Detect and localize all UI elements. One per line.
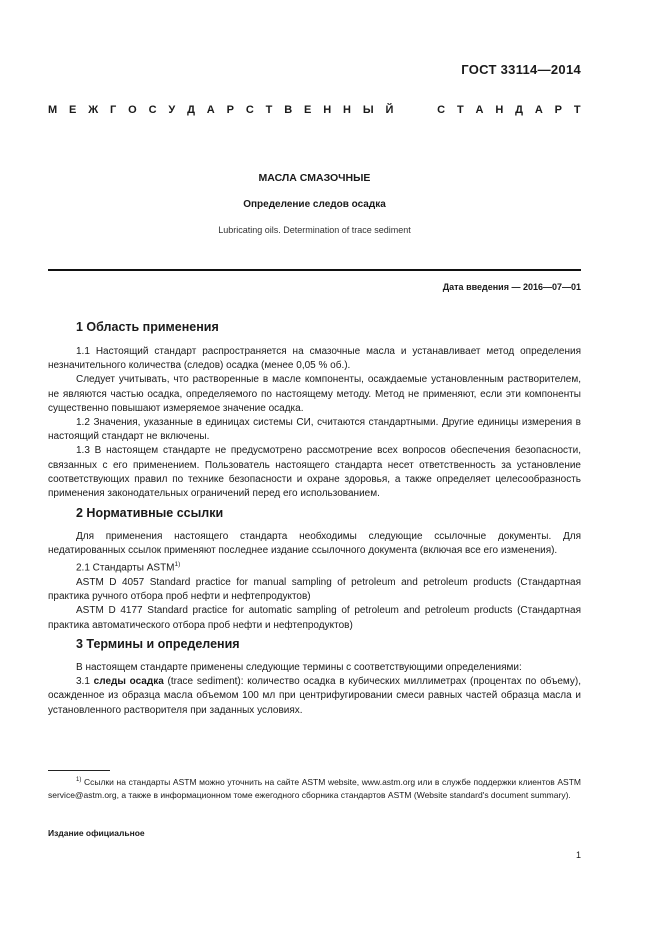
footnote-text: Ссылки на стандарты ASTM можно уточнить на сайте ASTM website, www.astm.org или в службе поддержки клиентов ASTM service@astm.org, а также в информационном томе ежегодного сборника стандартов ASTM (Website standard's document summary). bbox=[48, 776, 581, 800]
banner-letter: А bbox=[206, 104, 215, 116]
banner-letter: Ы bbox=[362, 104, 374, 116]
footnote bbox=[48, 774, 581, 802]
title-divider bbox=[48, 269, 581, 271]
paragraph: Следует учитывать, что растворенные в масле компоненты, осаждаемые установленным растворителем, не являются частью осадка, определяемого по настоящему методу. Метод не применяют, если эти компоненты существенно повышают измеряемое значение осадка. bbox=[48, 374, 581, 414]
banner-letter: А bbox=[534, 104, 543, 116]
standard-banner bbox=[48, 104, 581, 116]
section-3-body bbox=[48, 661, 581, 718]
section-1-heading: 1 Область применения bbox=[76, 320, 219, 334]
banner-letter: У bbox=[168, 104, 176, 116]
banner-letter: О bbox=[128, 104, 137, 116]
banner-letter: Е bbox=[304, 104, 312, 116]
banner-letter: С bbox=[148, 104, 157, 116]
paragraph: 1.3 В настоящем стандарте не предусмотрено рассмотрение всех вопросов обеспечения безопасности, связанных с его применением. Пользователь настоящего стандарта несет ответственность за установление соответствующих правил по технике безопасности и охране здоровья, а также определяет целесообразность применения законодательных ограничений перед его использованием. bbox=[48, 445, 581, 500]
banner-letter: Ж bbox=[88, 104, 99, 116]
banner-letter: Т bbox=[265, 104, 273, 116]
banner-letter: Е bbox=[69, 104, 77, 116]
banner-letter: В bbox=[284, 104, 293, 116]
astm-standards-label: 2.1 Стандарты ASTM bbox=[76, 562, 175, 574]
banner-letter: Г bbox=[110, 104, 117, 116]
section-3-heading: 3 Термины и определения bbox=[76, 637, 240, 651]
footnote-ref: 1) bbox=[174, 561, 181, 569]
paragraph: ASTM D 4177 Standard practice for automatic sampling of petroleum and petroleum products (Стандартная практика автоматического отбора проб нефти и нефтепродуктов) bbox=[48, 605, 581, 631]
banner-letter: Н bbox=[323, 104, 332, 116]
banner-letter: М bbox=[48, 104, 58, 116]
footnote-divider bbox=[48, 770, 110, 771]
banner-letter: С bbox=[437, 104, 446, 116]
edition-label: Издание официальное bbox=[48, 828, 145, 838]
banner-letter: Й bbox=[385, 104, 394, 116]
banner-letter: Т bbox=[456, 104, 464, 116]
banner-letter: Р bbox=[554, 104, 563, 116]
introduction-date: Дата введения — 2016—07—01 bbox=[442, 282, 581, 292]
paragraph: 1.1 Настоящий стандарт распространяется на смазочные масла и устанавливает метод определения незначительного количества (следов) осадка (менее 0,05 % об.). bbox=[48, 346, 581, 372]
gost-number: ГОСТ 33114—2014 bbox=[461, 62, 581, 77]
section-2-heading: 2 Нормативные ссылки bbox=[76, 506, 224, 520]
paragraph: В настоящем стандарте применены следующие термины с соответствующими определениями: bbox=[76, 662, 522, 673]
term-number: 3.1 bbox=[76, 676, 94, 688]
english-title: Lubricating oils. Determination of trace sediment bbox=[218, 225, 411, 235]
page-number: 1 bbox=[575, 850, 581, 860]
banner-letter: Р bbox=[226, 104, 234, 116]
paragraph: ASTM D 4057 Standard practice for manual sampling of petroleum and petroleum products (Стандартная практика ручного отбора проб нефти и нефтепродуктов) bbox=[48, 576, 581, 603]
paragraph bbox=[48, 558, 581, 576]
footnote-mark: 1) bbox=[76, 777, 82, 783]
banner-letter: А bbox=[475, 104, 484, 116]
term-definition: (trace sediment): количество осадка в кубических миллиметрах (процентах по объему), осажденное из образца масла объемом 100 мл при центрифугировании смеси равных частей образца масла и установленного растворителя при заданных условиях. bbox=[48, 676, 581, 716]
banner-gap bbox=[405, 104, 425, 116]
section-1-body bbox=[48, 345, 581, 501]
paragraph: Для применения настоящего стандарта необходимы следующие ссылочные документы. Для недатированных ссылок применяют последнее издание ссылочного документа (включая все его изменения). bbox=[48, 531, 581, 557]
paragraph bbox=[48, 675, 581, 718]
banner-letter: Т bbox=[573, 104, 581, 116]
banner-letter: Н bbox=[495, 104, 504, 116]
document-title: МАСЛА СМАЗОЧНЫЕ bbox=[258, 172, 371, 184]
section-2-body bbox=[48, 530, 581, 633]
banner-letter: Д bbox=[187, 104, 195, 116]
term-name: следы осадка bbox=[93, 676, 164, 688]
banner-letter: С bbox=[245, 104, 254, 116]
document-subtitle: Определение следов осадка bbox=[243, 199, 386, 210]
paragraph: 1.2 Значения, указанные в единицах системы СИ, считаются стандартными. Другие единицы измерения в настоящий стандарт не включены. bbox=[48, 417, 581, 443]
banner-letter: Н bbox=[343, 104, 351, 116]
banner-letter: Д bbox=[515, 104, 523, 116]
